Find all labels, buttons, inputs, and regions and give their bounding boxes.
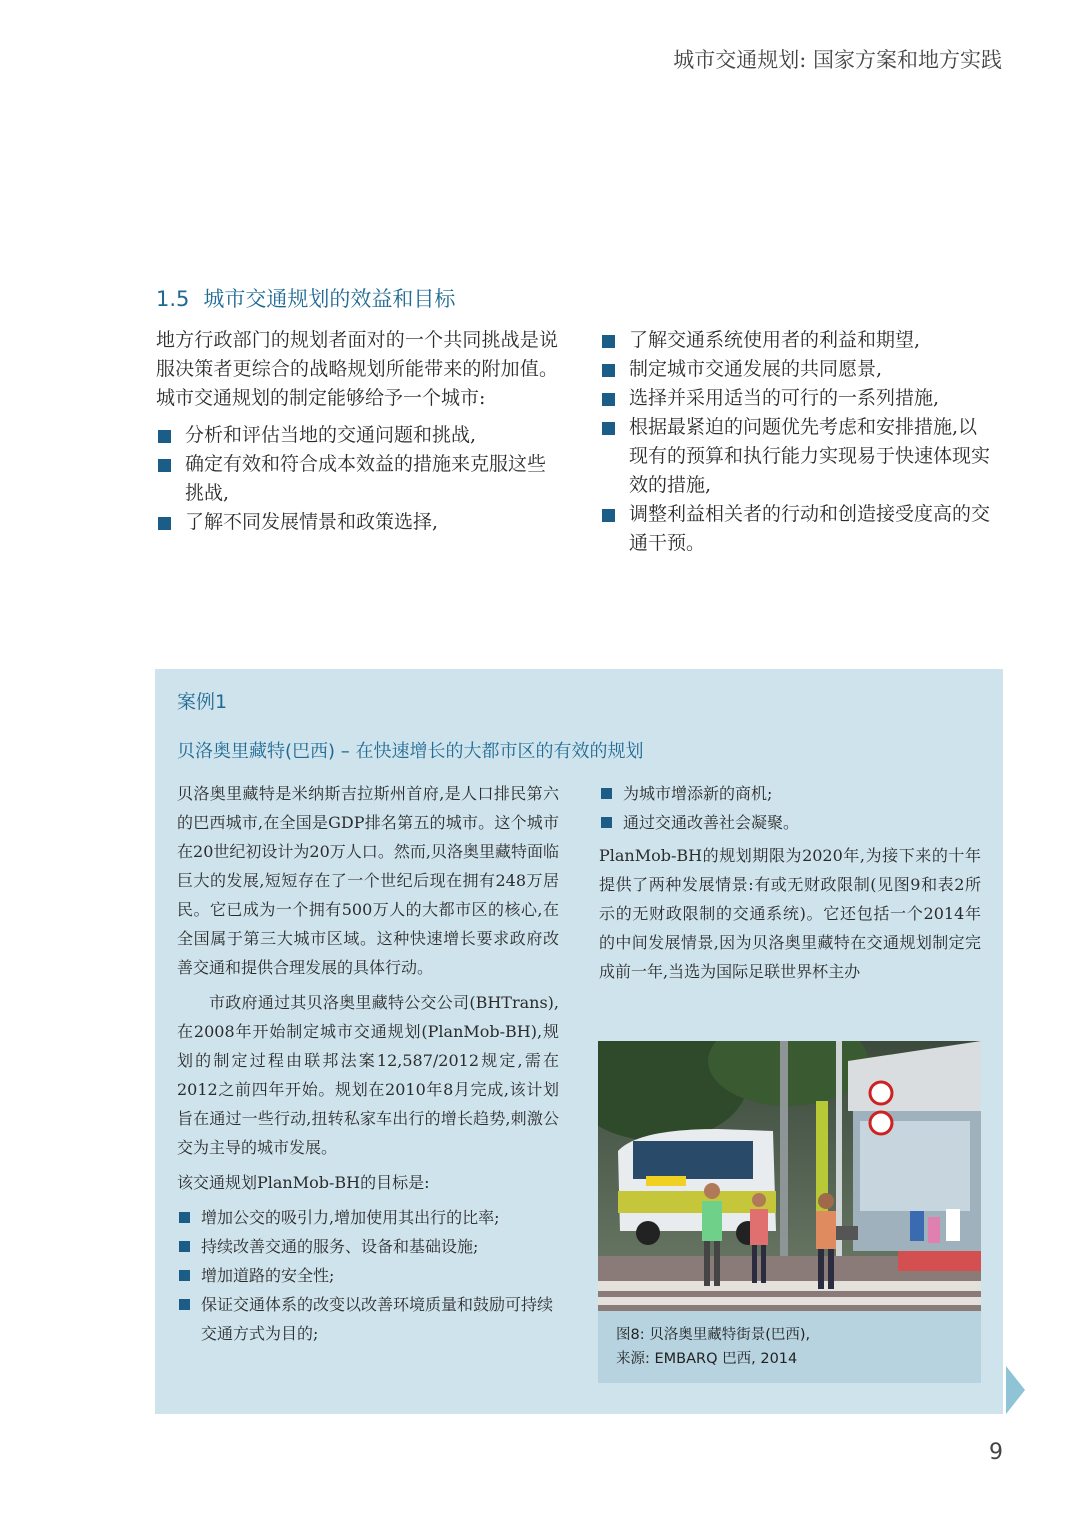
case-right-column — [599, 779, 981, 992]
case-right-goals-list — [599, 779, 981, 837]
list-item: 了解不同发展情景和政策选择, — [156, 508, 558, 537]
section-title-text: 城市交通规划的效益和目标 — [203, 287, 456, 311]
list-item: 分析和评估当地的交通问题和挑战, — [156, 421, 558, 450]
case-study-box — [155, 669, 1003, 1414]
next-page-arrow-icon — [1006, 1366, 1025, 1414]
case-paragraph-3: PlanMob-BH的规划期限为2020年,为接下来的十年提供了两种发展情景:有或无财政限制(见图9和表2所示的无财政限制的交通系统)。它还包括一个2014年的中间发展情景,因为贝洛奥里藏特在交通规划制定完成前一年,当选为国际足联世界杯主办 — [599, 846, 981, 981]
list-item: 选择并采用适当的可行的一系列措施, — [600, 384, 992, 413]
list-item: 确定有效和符合成本效益的措施来克服这些挑战, — [156, 450, 558, 508]
list-item: 持续改善交通的服务、设备和基础设施; — [177, 1232, 559, 1261]
street-scene-photo — [598, 1041, 981, 1311]
list-item: 了解交通系统使用者的利益和期望, — [600, 326, 992, 355]
running-header: 城市交通规划: 国家方案和地方实践 — [673, 48, 1002, 72]
case-goals-intro: 该交通规划PlanMob-BH的目标是: — [177, 1173, 430, 1192]
list-item: 调整利益相关者的行动和创造接受度高的交通干预。 — [600, 500, 992, 558]
section-title — [156, 283, 455, 313]
list-item: 保证交通体系的改变以改善环境质量和鼓励可持续交通方式为目的; — [177, 1290, 559, 1348]
list-item: 根据最紧迫的问题优先考虑和安排措施,以现有的预算和执行能力实现易于快速体现实效的措施, — [600, 413, 992, 500]
list-item: 增加公交的吸引力,增加使用其出行的比率; — [177, 1203, 559, 1232]
list-item: 为城市增添新的商机; — [599, 779, 981, 808]
section-left-column — [156, 326, 558, 537]
section-intro: 地方行政部门的规划者面对的一个共同挑战是说服决策者更综合的战略规划所能带来的附加值。城市交通规划的制定能够给予一个城市: — [156, 329, 558, 409]
figure-8 — [598, 1041, 981, 1383]
right-bullet-list — [600, 326, 992, 558]
case-label: 案例1 — [177, 691, 228, 713]
case-paragraph-2: 市政府通过其贝洛奥里藏特公交公司(BHTrans),在2008年开始制定城市交通规划(PlanMob-BH),规划的制定过程由联邦法案12,587/2012规定,需在2012之前四年开始。规划在2010年8月完成,该计划旨在通过一些行动,扭转私家车出行的增长趋势,刺激公交为主导的城市发展。 — [177, 993, 559, 1157]
case-goals-list — [177, 1203, 559, 1348]
page-number: 9 — [989, 1440, 1003, 1465]
section-right-column — [600, 326, 992, 558]
list-item: 制定城市交通发展的共同愿景, — [600, 355, 992, 384]
case-left-column — [177, 779, 559, 1352]
caption-line-1: 图8: 贝洛奥里藏特街景(巴西), — [616, 1327, 811, 1343]
case-title: 贝洛奥里藏特(巴西) – 在快速增长的大都市区的有效的规划 — [177, 741, 644, 762]
section-number: 1.5 — [156, 287, 190, 311]
left-bullet-list — [156, 421, 558, 537]
list-item: 增加道路的安全性; — [177, 1261, 559, 1290]
figure-caption — [616, 1323, 810, 1371]
case-paragraph-1: 贝洛奥里藏特是米纳斯吉拉斯州首府,是人口排民第六的巴西城市,在全国是GDP排名第五的城市。这个城市在20世纪初设计为20万人口。然而,贝洛奥里藏特面临巨大的发展,短短存在了一个世纪后现在拥有248万居民。它已成为一个拥有500万人的大都市区的核心,在全国属于第三大城市区域。这种快速增长要求政府改善交通和提供合理发展的具体行动。 — [177, 784, 559, 977]
caption-line-2: 来源: EMBARQ 巴西, 2014 — [616, 1351, 798, 1367]
list-item: 通过交通改善社会凝聚。 — [599, 808, 981, 837]
